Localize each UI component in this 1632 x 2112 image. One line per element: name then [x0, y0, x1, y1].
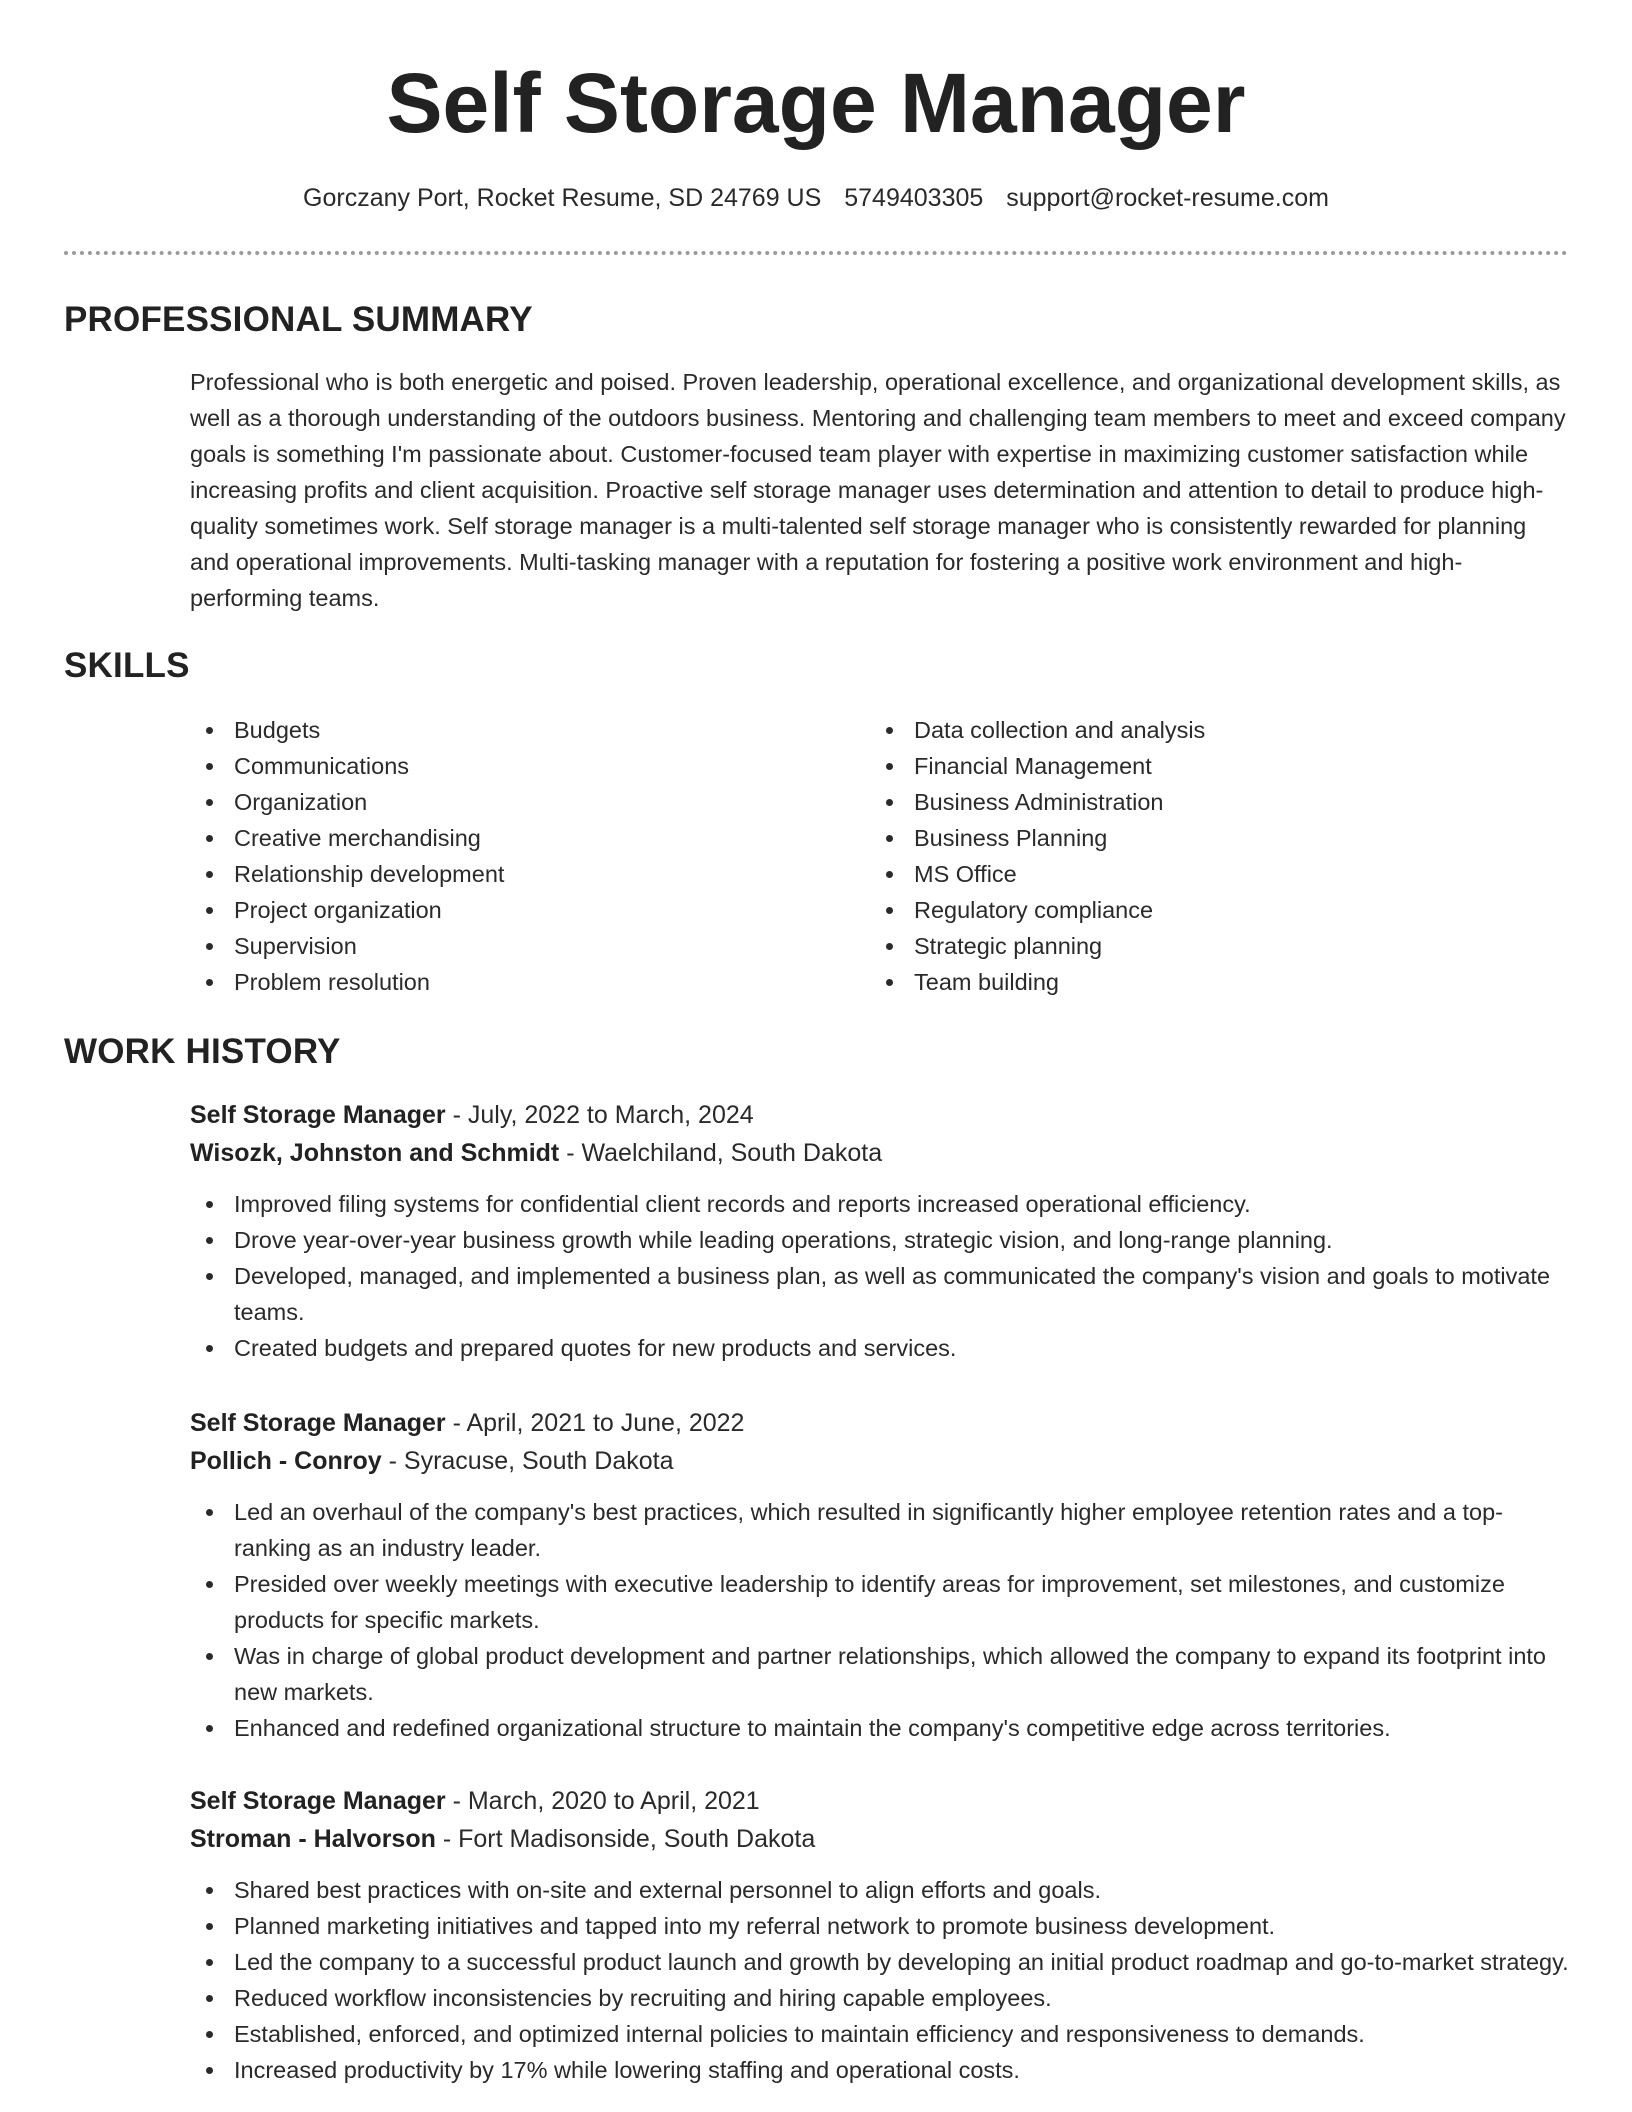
skill-item: Business Administration: [870, 784, 1490, 820]
job-bullets: [190, 1186, 1570, 1366]
job-role: Self Storage Manager: [190, 1101, 446, 1129]
skill-item: Creative merchandising: [190, 820, 810, 856]
job-location: - Waelchiland, South Dakota: [559, 1139, 883, 1167]
job-location: - Syracuse, South Dakota: [381, 1447, 674, 1475]
skill-item: Problem resolution: [190, 964, 810, 1000]
job-company: Stroman - Halvorson: [190, 1825, 436, 1853]
job-bullet: Led the company to a successful product launch and growth by developing an initial product roadmap and go-to-market strategy.: [190, 1944, 1570, 1980]
resume-name: Self Storage Manager: [386, 56, 1246, 150]
job-title-line: [190, 1782, 1570, 1820]
skill-item: Financial Management: [870, 748, 1490, 784]
skill-item: Data collection and analysis: [870, 712, 1490, 748]
job-dates: - April, 2021 to June, 2022: [445, 1409, 745, 1437]
work-entry: [190, 1096, 1570, 1366]
job-role: Self Storage Manager: [190, 1409, 446, 1437]
work-entry: [190, 1404, 1570, 1746]
job-company: Wisozk, Johnston and Schmidt: [190, 1139, 560, 1167]
skill-item: Organization: [190, 784, 810, 820]
skill-item: Budgets: [190, 712, 810, 748]
skill-item: Project organization: [190, 892, 810, 928]
job-bullets: [190, 1494, 1570, 1746]
job-bullets: [190, 1872, 1570, 2088]
skills-list-left: [190, 712, 810, 1000]
skills-heading: SKILLS: [64, 646, 190, 685]
job-bullet: Planned marketing initiatives and tapped into my referral network to promote business development.: [190, 1908, 1570, 1944]
job-bullet: Shared best practices with on-site and external personnel to align efforts and goals.: [190, 1872, 1570, 1908]
skill-item: Communications: [190, 748, 810, 784]
job-bullet: Presided over weekly meetings with executive leadership to identify areas for improvement, set milestones, and customize products for specific markets.: [190, 1566, 1570, 1638]
work-history-heading: WORK HISTORY: [64, 1032, 341, 1071]
skill-item: Business Planning: [870, 820, 1490, 856]
skill-item: Regulatory compliance: [870, 892, 1490, 928]
work-entry: [190, 1782, 1570, 2088]
skills-list-right: [870, 712, 1490, 1000]
header-divider: [64, 251, 1568, 255]
job-company-line: [190, 1134, 1570, 1172]
job-bullet: Drove year-over-year business growth while leading operations, strategic vision, and long-range planning.: [190, 1222, 1570, 1258]
skill-item: Strategic planning: [870, 928, 1490, 964]
contact-phone: 5749403305: [844, 184, 984, 212]
job-dates: - March, 2020 to April, 2021: [445, 1787, 760, 1815]
job-title-line: [190, 1096, 1570, 1134]
skill-item: Team building: [870, 964, 1490, 1000]
job-title-line: [190, 1404, 1570, 1442]
job-bullet: Led an overhaul of the company's best practices, which resulted in significantly higher employee retention rates and a top-ranking as an industry leader.: [190, 1494, 1570, 1566]
job-bullet: Increased productivity by 17% while lowering staffing and operational costs.: [190, 2052, 1570, 2088]
summary-text: Professional who is both energetic and poised. Proven leadership, operational excellence, and organizational development skills, as well as a thorough understanding of the outdoors business. Mentoring and challenging team members to meet and exceed company goals is something I'm passionate about. Customer-focused team player with expertise in maximizing customer satisfaction while increasing profits and client acquisition. Proactive self storage manager uses determination and attention to detail to produce high-quality sometimes work. Self storage manager is a multi-talented self storage manager who is consistently rewarded for planning and operational improvements. Multi-tasking manager with a reputation for fostering a positive work environment and high-performing teams.: [190, 369, 1566, 611]
job-bullet: Was in charge of global product development and partner relationships, which allowed the company to expand its footprint into new markets.: [190, 1638, 1570, 1710]
summary-heading: PROFESSIONAL SUMMARY: [64, 300, 533, 339]
job-bullet: Developed, managed, and implemented a business plan, as well as communicated the company's vision and goals to motivate teams.: [190, 1258, 1570, 1330]
job-bullet: Created budgets and prepared quotes for new products and services.: [190, 1330, 1570, 1366]
skill-item: Relationship development: [190, 856, 810, 892]
job-company-line: [190, 1442, 1570, 1480]
job-company: Pollich - Conroy: [190, 1447, 382, 1475]
contact-email: support@rocket-resume.com: [1006, 184, 1329, 212]
job-role: Self Storage Manager: [190, 1787, 446, 1815]
job-bullet: Established, enforced, and optimized internal policies to maintain efficiency and responsiveness to demands.: [190, 2016, 1570, 2052]
skill-item: MS Office: [870, 856, 1490, 892]
job-location: - Fort Madisonside, South Dakota: [435, 1825, 816, 1853]
job-bullet: Reduced workflow inconsistencies by recruiting and hiring capable employees.: [190, 1980, 1570, 2016]
job-bullet: Enhanced and redefined organizational structure to maintain the company's competitive edge across territories.: [190, 1710, 1570, 1746]
job-bullet: Improved filing systems for confidential client records and reports increased operational efficiency.: [190, 1186, 1570, 1222]
skill-item: Supervision: [190, 928, 810, 964]
contact-line: [0, 182, 1632, 214]
job-dates: - July, 2022 to March, 2024: [445, 1101, 754, 1129]
contact-address: Gorczany Port, Rocket Resume, SD 24769 US: [303, 184, 822, 212]
job-company-line: [190, 1820, 1570, 1858]
